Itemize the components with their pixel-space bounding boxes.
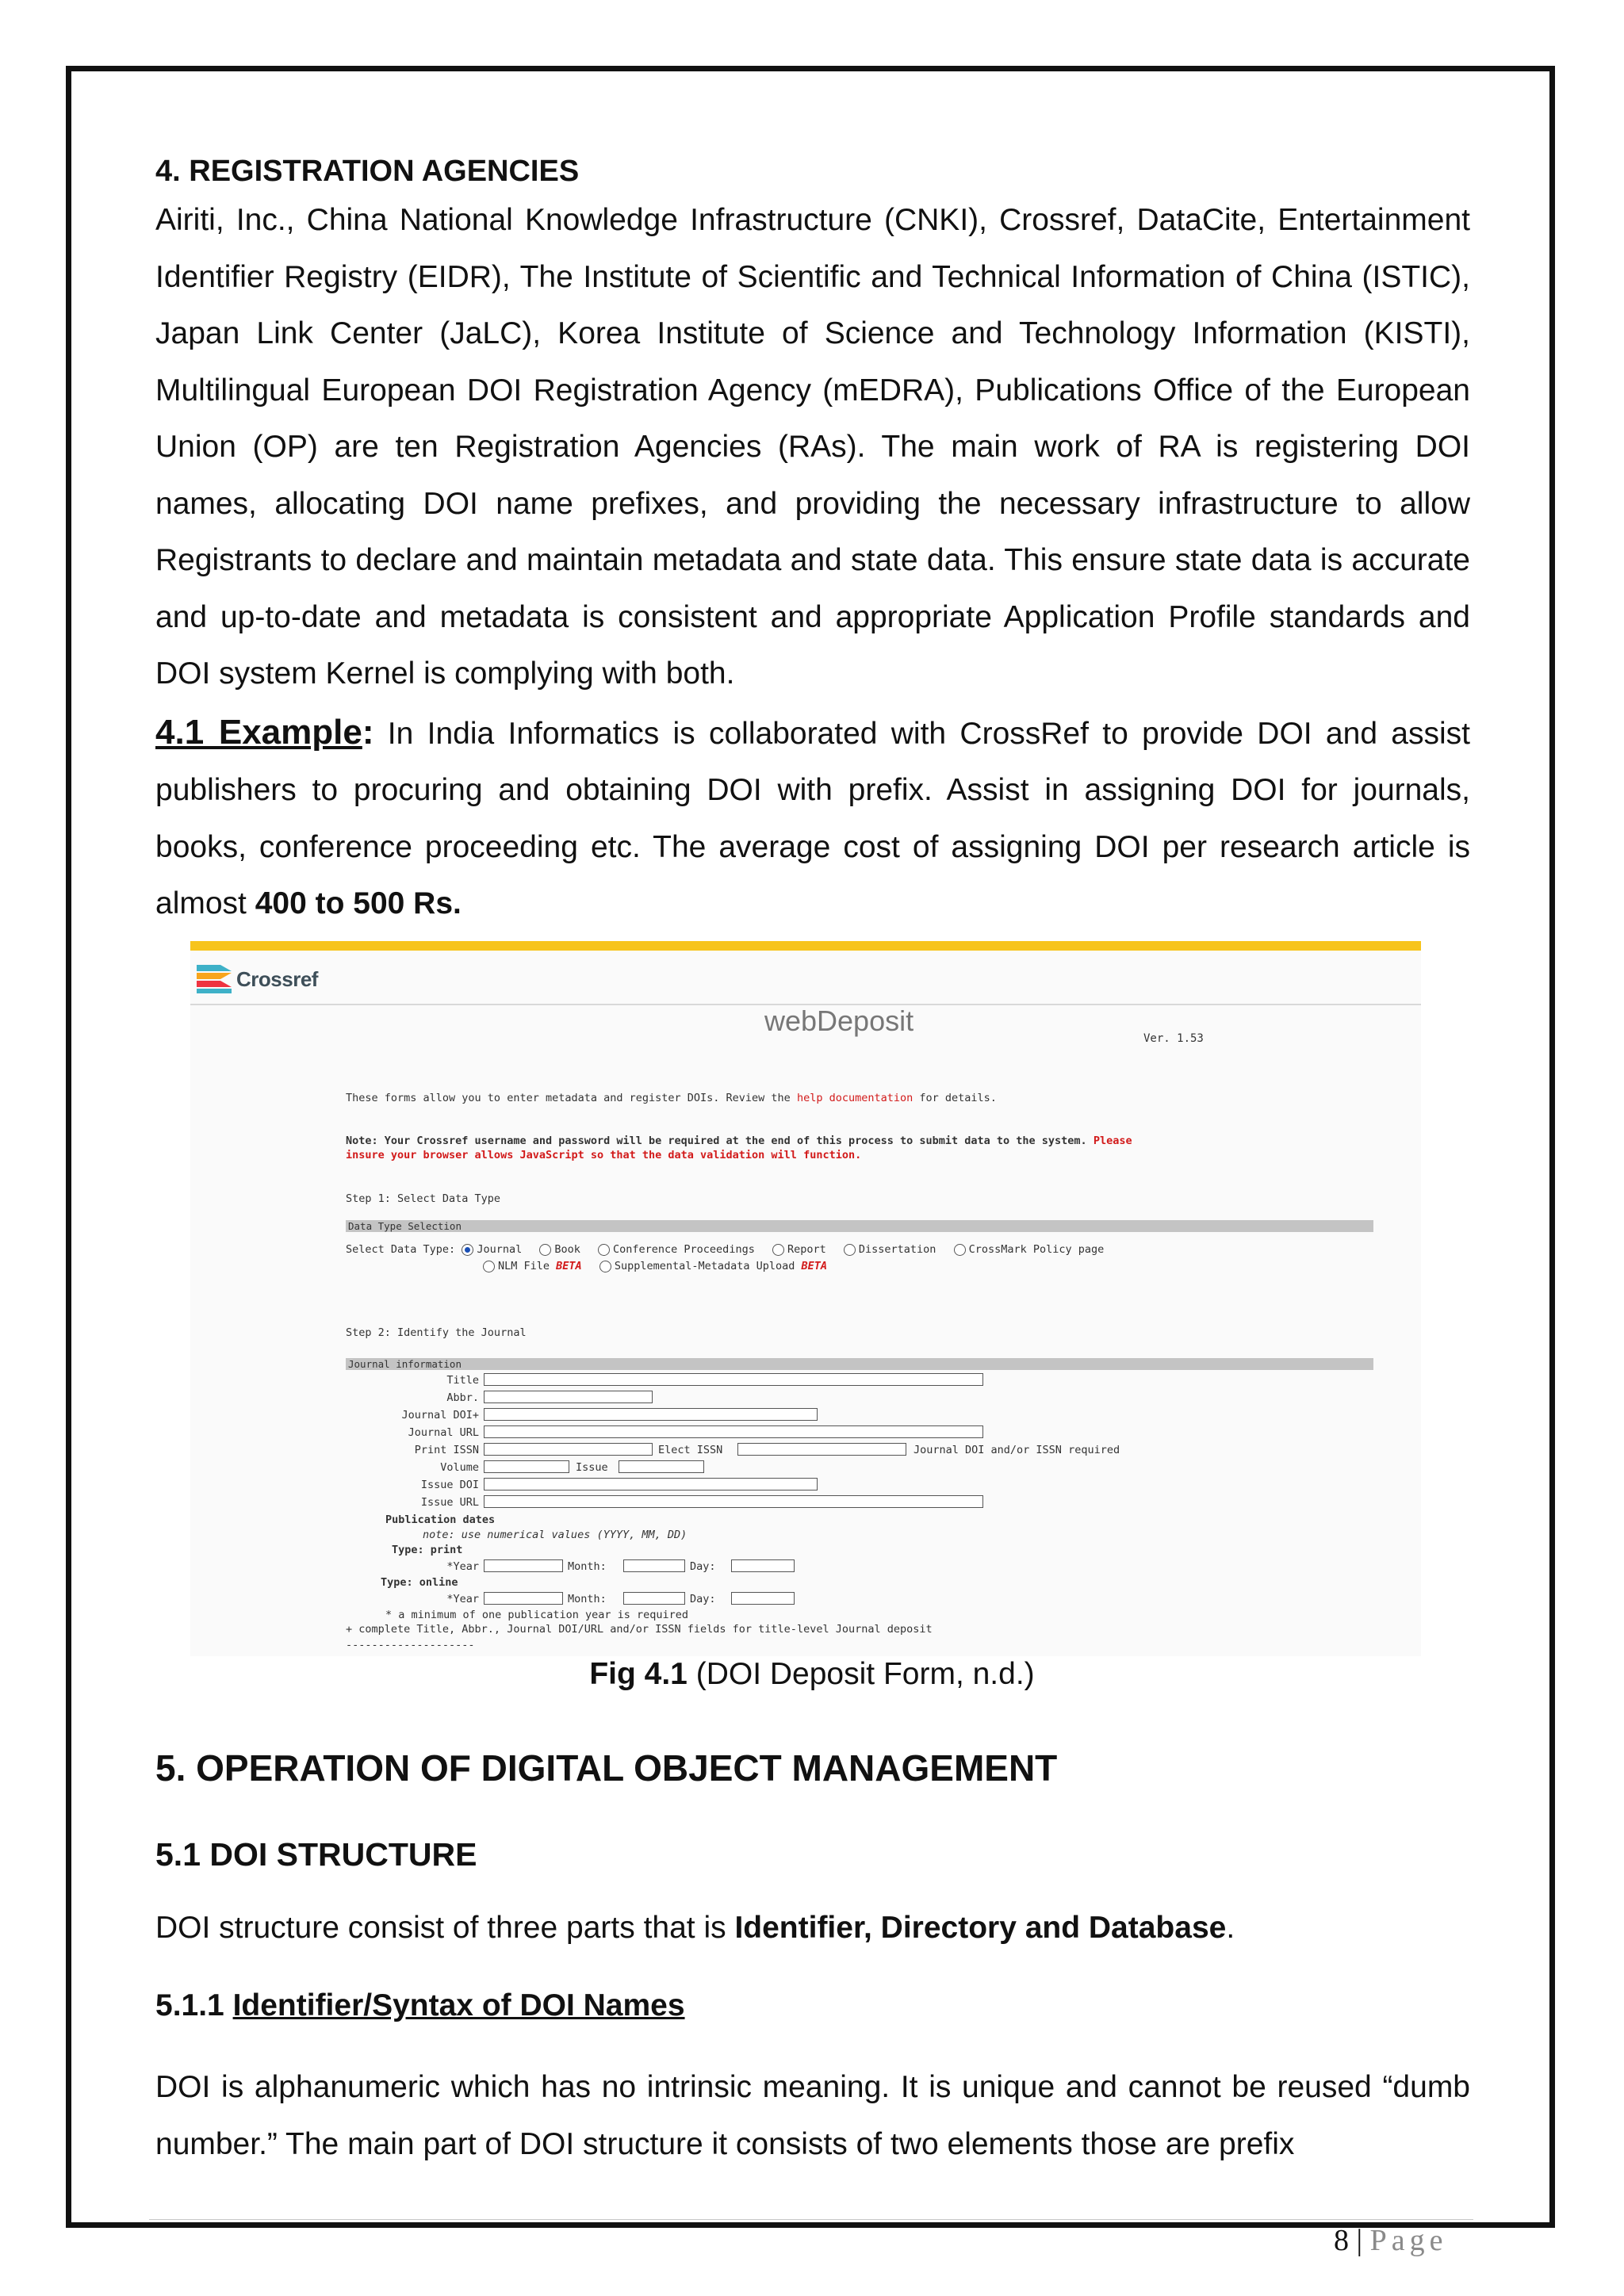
online-day-input[interactable]: [731, 1592, 795, 1605]
online-day-label: Day:: [690, 1593, 716, 1605]
title-label: Title: [446, 1374, 479, 1387]
radio-book[interactable]: [539, 1244, 551, 1256]
print-month-input[interactable]: [623, 1559, 685, 1572]
doi-structure-parts: Identifier, Directory and Database: [734, 1911, 1227, 1945]
figure-caption: [0, 1657, 1624, 1692]
doi-structure-paragraph: DOI structure consist of three parts that is Identifier, Directory and Database.: [155, 1911, 1235, 1945]
data-type-radios-row-2: NLM File BETA Supplemental-Metadata Upload BETA: [483, 1260, 838, 1272]
abbr-label: Abbr.: [446, 1391, 479, 1404]
journal-url-input[interactable]: [484, 1425, 983, 1438]
print-year-input[interactable]: [484, 1559, 563, 1572]
issue-input[interactable]: [619, 1460, 704, 1473]
online-year-label: *Year: [446, 1593, 479, 1605]
help-documentation-link[interactable]: help documentation: [796, 1092, 914, 1104]
minimum-year-note: * a minimum of one publication year is required: [385, 1609, 689, 1621]
intro-text: These forms allow you to enter metadata and register DOIs. Review the help documentation for details.: [346, 1092, 997, 1104]
footer-divider: [149, 2219, 1473, 2220]
radio-conference-proceedings[interactable]: [598, 1244, 610, 1256]
type-online-label: Type: online: [381, 1576, 458, 1589]
dashes-line: --------------------: [346, 1639, 475, 1651]
example-label: 4.1 Example: [155, 712, 362, 752]
section-5-1-1-heading: 5.1.1 Identifier/Syntax of DOI Names: [155, 1988, 685, 2022]
print-day-input[interactable]: [731, 1559, 795, 1572]
example-text: In India Informatics is collaborated with CrossRef to provide DOI and assist publishers to procuring and obtaining DOI with prefix. Assist in assigning DOI for journals, books, conference proceeding etc. The average cost of assigning DOI per research article is almost: [155, 716, 1470, 920]
radio-journal[interactable]: [462, 1244, 473, 1256]
example-paragraph: [155, 704, 1470, 932]
select-data-type-label: Select Data Type:: [346, 1243, 456, 1256]
print-month-label: Month:: [568, 1560, 607, 1573]
page-number: 8 | Page: [1334, 2224, 1448, 2257]
section-4-paragraph: Airiti, Inc., China National Knowledge Infrastructure (CNKI), Crossref, DataCite, Entertainment Identifier Registry (EIDR), The Institute of Scientific and Technical Information of China (ISTIC), Japan Link Center (JaLC), Korea Institute of Science and Technology Information (KISTI), Multilingual European DOI Registration Agency (mEDRA), Publications Office of the European Union (OP) are ten Registration Agencies (RAs). The main work of RA is registering DOI names, allocating DOI name prefixes, and providing the necessary infrastructure to allow Registrants to declare and maintain metadata and state data. This ensure state data is accurate and up-to-date and metadata is consistent and appropriate Application Profile standards and DOI system Kernel is complying with both.: [155, 203, 1470, 691]
crossref-logo-icon: [197, 965, 232, 993]
journal-doi-label: Journal DOI+: [401, 1409, 479, 1422]
print-year-label: *Year: [446, 1560, 479, 1573]
radio-report[interactable]: [772, 1244, 784, 1256]
radio-dissertation[interactable]: [844, 1244, 856, 1256]
issue-url-input[interactable]: [484, 1495, 983, 1508]
issn-required-note: Journal DOI and/or ISSN required: [914, 1444, 1120, 1456]
abbr-input[interactable]: [484, 1391, 653, 1403]
issue-label: Issue: [576, 1461, 608, 1474]
example-cost: 400 to 500 Rs.: [255, 886, 462, 920]
elect-issn-label: Elect ISSN: [658, 1444, 723, 1456]
version-label: Ver. 1.53: [1143, 1032, 1204, 1045]
publication-dates-label: Publication dates: [385, 1513, 496, 1526]
publication-dates-note: note: use numerical values (YYYY, MM, DD): [423, 1529, 688, 1541]
section-5-heading: 5. OPERATION OF DIGITAL OBJECT MANAGEMENT: [155, 1747, 1058, 1789]
section-4: [155, 151, 1470, 932]
volume-input[interactable]: [484, 1460, 569, 1473]
figure-top-bar: [190, 941, 1421, 951]
title-input[interactable]: [484, 1373, 983, 1386]
radio-nlm-file[interactable]: [483, 1261, 495, 1272]
note-line-2: insure your browser allows JavaScript so that the data validation will function.: [346, 1149, 862, 1161]
elect-issn-input[interactable]: [737, 1443, 906, 1456]
data-type-radios-row-1: Select Data Type: Journal Book Conference Proceedings Report Dissertation CrossMark Policy page: [346, 1243, 1105, 1256]
crossref-logo-text: Crossref: [236, 966, 318, 991]
crossref-webdeposit-figure: [190, 941, 1421, 1656]
section-4-heading: 4. REGISTRATION AGENCIES: [155, 155, 580, 188]
step-1-label: Step 1: Select Data Type: [346, 1192, 501, 1205]
issue-url-label: Issue URL: [420, 1496, 479, 1509]
type-print-label: Type: print: [392, 1544, 463, 1556]
figure-caption-text: (DOI Deposit Form, n.d.): [687, 1657, 1035, 1691]
print-day-label: Day:: [690, 1560, 716, 1573]
step-2-label: Step 2: Identify the Journal: [346, 1326, 527, 1339]
doi-identifier-paragraph: DOI is alphanumeric which has no intrinsic meaning. It is unique and cannot be reused “dumb number.” The main part of DOI structure it consists of two elements those are prefix: [155, 2070, 1470, 2161]
figure-caption-label: Fig 4.1: [589, 1657, 688, 1691]
data-type-selection-bar: Data Type Selection: [346, 1220, 1373, 1232]
section-5-1-heading: 5.1 DOI STRUCTURE: [155, 1836, 477, 1873]
print-issn-label: Print ISSN: [414, 1444, 479, 1456]
radio-crossmark-policy-page[interactable]: [954, 1244, 966, 1256]
complete-fields-note: + complete Title, Abbr., Journal DOI/URL and/or ISSN fields for title-level Journal deposit: [346, 1623, 933, 1636]
journal-url-label: Journal URL: [408, 1426, 479, 1439]
journal-doi-input[interactable]: [484, 1408, 818, 1421]
note-line-1: Note: Your Crossref username and password will be required at the end of this process to submit data to the system. Please: [346, 1135, 1132, 1147]
volume-label: Volume: [440, 1461, 479, 1474]
online-month-label: Month:: [568, 1593, 607, 1605]
crossref-logo: [197, 965, 318, 993]
journal-information-bar: Journal information: [346, 1358, 1373, 1370]
issue-doi-input[interactable]: [484, 1478, 818, 1490]
issue-doi-label: Issue DOI: [420, 1479, 479, 1491]
online-year-input[interactable]: [484, 1592, 563, 1605]
section-5-1-1-title: Identifier/Syntax of DOI Names: [232, 1988, 685, 2022]
radio-supplemental-metadata-upload[interactable]: [599, 1261, 611, 1272]
online-month-input[interactable]: [623, 1592, 685, 1605]
webdeposit-title: webDeposit: [764, 1004, 914, 1037]
print-issn-input[interactable]: [484, 1443, 653, 1456]
example-colon: :: [362, 712, 374, 752]
